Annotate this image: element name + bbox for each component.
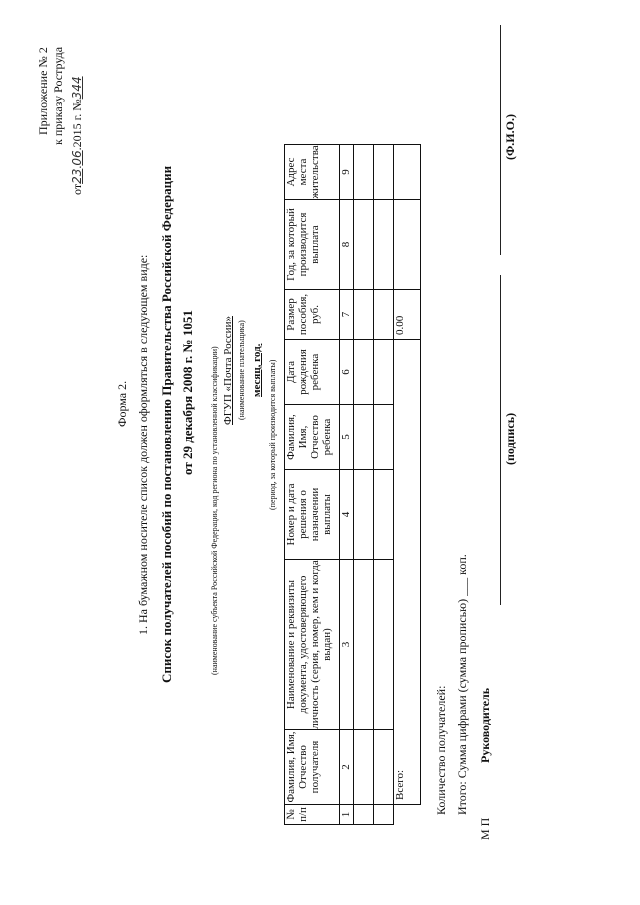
form-label: Форма 2. bbox=[115, 380, 129, 427]
column-number: 3 bbox=[340, 560, 354, 730]
name-line bbox=[500, 25, 501, 255]
head-label: Руководитель bbox=[478, 687, 492, 763]
date-sep: . bbox=[70, 165, 84, 169]
column-number: 7 bbox=[340, 290, 354, 340]
appendix-date bbox=[70, 76, 85, 195]
date-day: 23 bbox=[70, 168, 84, 184]
signature-line bbox=[500, 275, 501, 605]
column-number: 2 bbox=[340, 730, 354, 805]
payer-caption: (наименование плательщика) bbox=[237, 320, 246, 420]
column-number: 8 bbox=[340, 200, 354, 290]
total-value: 0.00 bbox=[394, 290, 421, 340]
signature-caption: (подпись) bbox=[503, 412, 517, 465]
region-caption: (наименование субъекта Российской Федерации, код региона по установленной классификации) bbox=[210, 346, 219, 675]
column-number: 9 bbox=[340, 145, 354, 200]
date-month: 06 bbox=[70, 150, 84, 166]
header-cell: Фамилия, Имя, Отчество получателя bbox=[285, 730, 340, 805]
title-line-1: Список получателей пособий по постановлению Правительства Российской Федерации bbox=[159, 165, 174, 683]
stamp-place: М П bbox=[478, 817, 492, 840]
total-row bbox=[394, 145, 421, 825]
header-cell: Дата рождения ребенка bbox=[285, 340, 340, 405]
appendix-line-2: к приказу Роструда bbox=[51, 46, 65, 145]
header-cell: № п/п bbox=[285, 805, 340, 825]
intro-text: 1. На бумажном носителе список должен оформляться в следующем виде: bbox=[136, 254, 150, 635]
date-number: 344 bbox=[70, 76, 84, 100]
total-words: Итого: Сумма цифрами (сумма прописью) ___ коп. bbox=[455, 554, 469, 815]
header-cell: Наименование и реквизиты документа, удостоверяющего личность (серия, номер, кем и когда выдан) bbox=[285, 560, 340, 730]
header-cell: Фамилия, Имя, Отчество ребенка bbox=[285, 405, 340, 470]
column-number: 1 bbox=[340, 805, 354, 825]
table-row bbox=[354, 145, 374, 825]
column-number: 4 bbox=[340, 470, 354, 560]
name-caption: (Ф.И.О.) bbox=[503, 114, 517, 160]
date-prefix: от bbox=[70, 183, 84, 195]
column-number: 6 bbox=[340, 340, 354, 405]
header-cell: Адрес места жительства bbox=[285, 145, 340, 200]
appendix-line-1: Приложение № 2 bbox=[36, 47, 50, 135]
header-cell: Номер и дата решения о назначении выплаты bbox=[285, 470, 340, 560]
period-value: месяц, год. bbox=[251, 343, 263, 397]
total-label: Всего: bbox=[394, 340, 421, 805]
column-number-row bbox=[340, 145, 354, 825]
header-cell: Год, за который производится выплата bbox=[285, 200, 340, 290]
header-cell: Размер пособия, руб. bbox=[285, 290, 340, 340]
date-year: .2015 г. № bbox=[70, 99, 84, 151]
recipients-table bbox=[284, 144, 421, 825]
count-label: Количество получателей: bbox=[434, 685, 448, 815]
table-row bbox=[374, 145, 394, 825]
column-number: 5 bbox=[340, 405, 354, 470]
period-caption: (период, за который производится выплаты) bbox=[268, 359, 277, 510]
table-header-row bbox=[285, 145, 340, 825]
payer-value: ФГУП «Почта России» bbox=[222, 316, 234, 425]
title-line-2: от 29 декабря 2008 г. № 1051 bbox=[180, 310, 195, 475]
